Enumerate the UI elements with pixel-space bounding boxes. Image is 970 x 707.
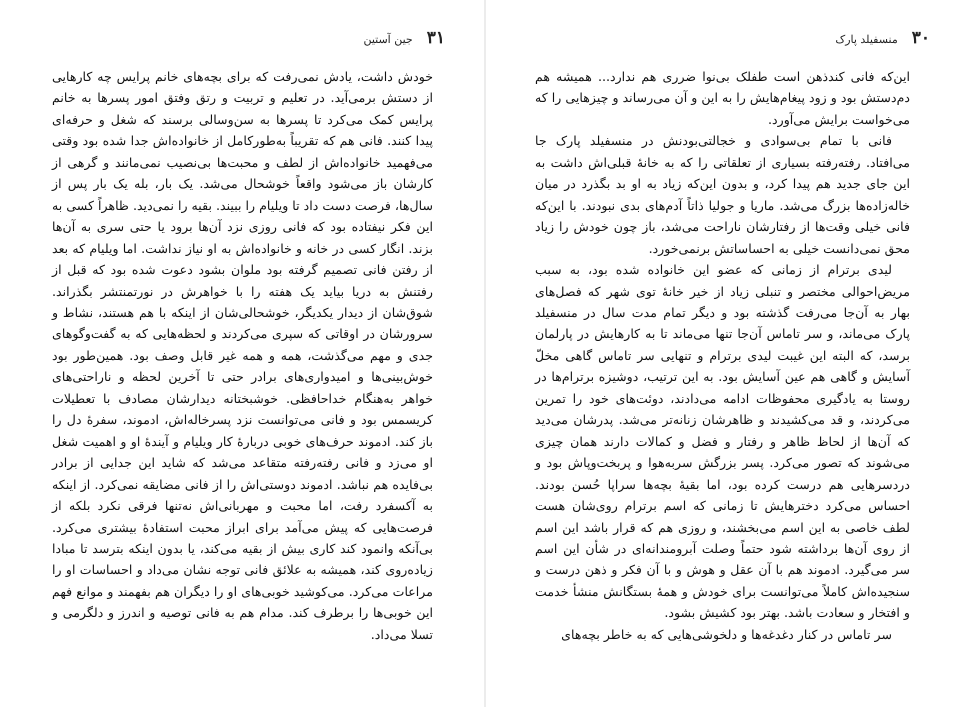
right-paragraph-1: این‌که فانی کندذهن است طفلک بی‌نوا ضرری هم ندارد... همیشه هم دم‌دستش بود و زود پیغام‌هایش را به این و آن می‌رساند و چیزهایی را که می‌خواست برایش می‌آورد. [535, 69, 910, 127]
right-page-header [525, 28, 930, 48]
right-paragraph-4: سر تاماس در کنار دغدغه‌ها و دلخوشی‌هایی که به خاطر بچه‌های [561, 626, 892, 642]
right-page-body [535, 66, 910, 645]
right-page-number: ۳۰ [911, 28, 930, 48]
left-page-body [52, 66, 433, 645]
right-page [485, 0, 970, 707]
left-page-number: ۳۱ [426, 28, 445, 48]
left-page-header [40, 28, 445, 48]
right-paragraph-2: فانی با تمام بی‌سوادی و خجالتی‌بودنش در منسفیلد پارک جا می‌افتاد. رفته‌رفته بسیاری از تعلقاتی را که به خانه‌ٔ قبلی‌اش داشت به این جای جدید هم پیدا کرد، و بدون این‌که زیاد به او بد بگذرد در میان خاله‌زاده‌ها بزرگ می‌شد. ماریا و جولیا ذاتاً آدم‌های بدی نبودند. با این‌که فانی خیلی وقت‌ها از رفتارشان ناراحت می‌شد، باز چون خودش را زیاد محق نمی‌دانست خیلی به احساساتش برنمی‌خورد. [535, 133, 910, 256]
left-paragraph-1: خودش داشت، یادش نمی‌رفت که برای بچه‌های خانم پرایس چه کارهایی از دستش برمی‌آید. در تعلیم و تربیت و رتق وفتق امور پسرها به خانم پرایس کمک می‌کرد تا پسرها به سن‌وسالی برسند که شغل و حرفه‌ای پیدا کنند. فانی هم که تقریباً به‌طورکامل از خانواده‌اش جدا شده بود وقتی می‌فهمید خانواده‌اش از لطف و محبت‌ها بی‌نصیب نمی‌مانند و گرهی از کارشان باز می‌شود واقعاً خوشحال می‌شد. یک بار، بله یک بار پس از سال‌ها، فرصت دست داد تا ویلیام را ببیند. بقیه را نمی‌دید. ظاهراً کسی به این فکر نیفتاده بود که فانی روزی نزد آن‌ها برود یا حتی سری به آن‌ها بزند. انگار کسی در خانه و خانواده‌اش به او نیاز نداشت. اما ویلیام که بعد از رفتن فانی تصمیم گرفته بود ملوان بشود دعوت شده بود که قبل از رفتنش به دریا بیاید یک هفته را با خواهرش در نورتمنتشر بگذراند. شوق‌شان از دیدار یکدیگر، خوشحالی‌شان از اینکه با هم هستند، نشاط و سرورشان در اوقاتی که سپری می‌کردند و لحظه‌هایی که به گفت‌وگوهای جدی و مهم می‌گذشت، همه و همه غیر قابل وصف بود. همین‌طور بود خوش‌بینی‌ها و امیدواری‌های برادر حتی تا آخرین لحظه و ناراحتی‌های خواهر به‌هنگام خداحافظی. خوشبختانه دیدارشان مصادف با تعطیلات کریسمس بود و فانی می‌توانست نزد پسرخاله‌اش، ادموند، سفره‌ٔ دل را باز کند. ادموند حرف‌های خوبی درباره‌ٔ کار ویلیام و آینده‌ٔ او و اهمیت شغل او می‌زد و فانی رفته‌رفته متقاعد می‌شد که شاید این جدایی از برادر بی‌فایده هم نباشد. ادموند دوستی‌اش را از فانی مضایقه نمی‌کرد. از اینکه به آکسفرد رفت، اما محبت و مهربانی‌اش نه‌تنها فرقی نکرد بلکه از فرصت‌هایی که پیش می‌آمد برای ابراز محبت استفاده‌ٔ بیشتری می‌کرد. بی‌آنکه وانمود کند کاری بیش از بقیه می‌کند، یا بدون اینکه بترسد تا مبادا زیاده‌روی کند، همیشه به علائق فانی توجه نشان می‌داد و احساسات او را مراعات می‌کرد. می‌کوشید خوبی‌های او را دیگران هم بفهمند و موانع فهم این خوبی‌ها را برطرف کند. مدام هم به فانی توصیه و اندرز و دلگرمی و تسلا می‌داد. [52, 69, 434, 642]
right-running-head: منسفیلد پارک [835, 33, 898, 46]
left-running-head: جین آستین [363, 33, 413, 46]
right-paragraph-3: لیدی برترام از زمانی که عضو این خانواده شده بود، به سبب مریض‌احوالی مختصر و تنبلی زیاد از خیر خانه‌ٔ توی شهر که فصل‌های بهار به آن‌جا می‌رفت گذشته بود و دیگر تمام مدت سال در منسفیلد پارک می‌ماند، و سر تاماس آن‌جا تنها می‌ماند تا به کارهایش در پارلمان برسد، که البته این غیبت لیدی برترام و تنهایی سر تاماس گاهی مخلّ آسایش و گاهی هم عین آسایش بود. به این ترتیب، دوشیزه برترام‌ها در روستا به یادگیری محفوظات ادامه می‌دادند، دوئت‌های خود را تمرین می‌کردند، و قد می‌کشیدند و ظاهرشان زنانه‌تر می‌شد. پدرشان می‌دید که آن‌ها از لحاظ ظاهر و رفتار و فضل و کمالات دارند همان چیزی می‌شوند که تصور می‌کرد. پسر بزرگش سربه‌هوا و پربخت‌وپاش بود و دردسرهایی هم درست کرده بود، اما بقیه‌ٔ بچه‌ها سراپا حُسن بودند. احساس می‌کرد دخترهایش تا زمانی که اسم برترام روی‌شان هست لطف خاصی به این اسم می‌بخشند، و روزی هم که قرار باشد این اسم از روی آن‌ها برداشته شود حتماً وصلت آبرومندانه‌ای در شأن این اسم سر می‌گیرد. ادموند هم با آن عقل و هوش و با آن فکر و ذهن درست و سنجیده‌اش کاملاً می‌توانست برای خودش و همه‌ٔ بستگانش منشأ خدمت و افتخار و سعادت باشد. بهتر بود کشیش بشود. [535, 262, 910, 621]
